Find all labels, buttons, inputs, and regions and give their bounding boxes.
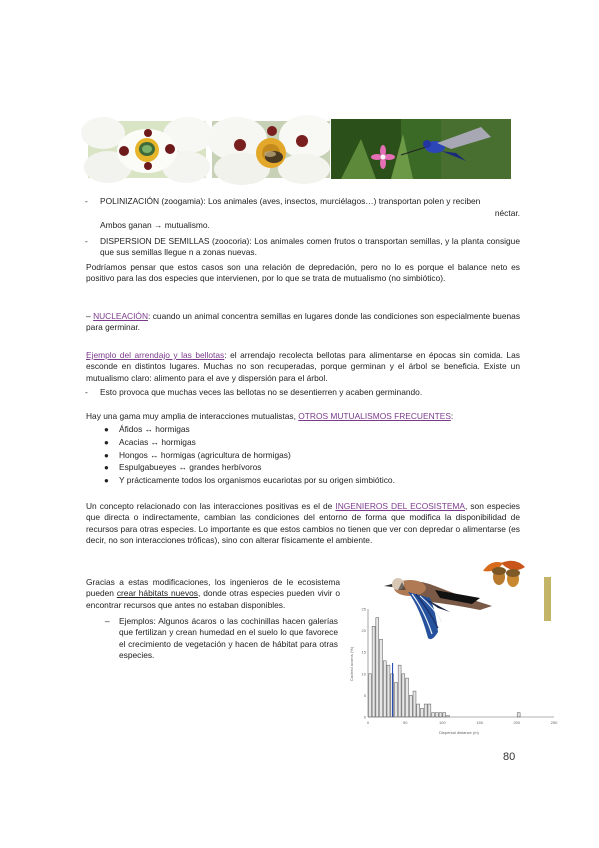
ejemplo-link[interactable]: Ejemplo del arrendajo y las bellotas [86,350,225,360]
x-tick-labels [367,720,558,725]
list-item-text: Acacias ↔ hormigas [119,436,196,447]
y-tick-label: 20 [361,628,366,634]
x-axis-label: Dispersal distance (m) [439,730,479,735]
y-tick-label: 10 [361,671,366,677]
list-item-text: Áfidos ↔ hormigas [119,424,190,434]
ingenieros-text: , son especies que directa o indirectamente, cambian las condiciones del entorno de forma que modifica la disponibilidad de recursos para otras especies. Lo importante es que estos cambios no tienen que ver con depredar o alimentarse (es decir, no son interacciones tróficas), sino con alterar físicamente el ambiente. [86,501,520,545]
gracias-text-2: , donde otras especies pueden vivir o encontrar recursos que antes no estaban disponibles. [86,588,340,610]
colon: : [450,411,454,421]
bullet-dot: ● [104,476,109,486]
mutualismos-link[interactable]: OTROS MUTUALISMOS FRECUENTES [298,411,451,421]
mutualismos-intro: Hay una gama muy amplia de interacciones mutualistas, [86,411,296,421]
y-axis-label: Cached acorns (%) [349,646,354,682]
ejemplo-text: : el arrendajo recolecta bellotas para alimentarse en épocas sin comida. Las esconde en distintos lugares. Muchas no son recuperadas, porque germinan y el árbol se beneficia. Existe un mutualismo claro: alimento para el ave y dispersión para el árbol. [86,350,520,383]
list-item [104,462,519,475]
histogram-bar [413,691,416,717]
polinizacion-conclusion: Ambos ganan → mutualismo. [100,220,210,230]
bellotas-text: Esto provoca que muchas veces las bellotas no se desentierren y acaben germinando. [100,387,423,397]
x-tick-label: 100 [439,720,446,725]
dash-marker: - [85,387,88,397]
bullet-bellotas [85,387,520,398]
bullet-dot: ● [104,437,109,447]
histogram-bar [424,704,427,717]
histogram-bar [406,678,409,717]
histogram-bar [383,661,386,717]
bullet-polinizacion [85,196,520,231]
histogram-bar [398,665,401,717]
photo-beetle-flower [88,121,206,178]
y-tick-label: 15 [361,649,366,655]
photo-bee-flower [212,121,330,178]
y-tick-label: 25 [361,606,366,612]
histogram-bar [409,695,412,717]
nucleacion-link[interactable]: NUCLEACIÓN [93,311,148,321]
histogram-bar [435,713,438,717]
page-number: 80 [503,751,516,763]
paragraph-gracias [86,577,340,611]
bullet-dot: ● [104,463,109,473]
x-tick-label: 150 [476,720,483,725]
list-item-text: Espulgabueyes ↔ grandes herbívoros [119,462,262,473]
bullet-ejemplos [105,616,338,661]
list-item [104,449,519,463]
photo-hummingbird [331,119,511,179]
bullet-dot: ● [104,425,109,434]
gracias-text: Gracias a estas modificaciones, los ingenieros de le ecosistema pueden [86,577,340,599]
chart-bars [368,618,520,717]
crear-habitats-link[interactable]: crear hábitats nuevos [116,588,198,599]
list-item-text: Hongos ↔ hormigas (agricultura de hormigas) [119,449,291,460]
list-item [104,424,519,437]
x-tick-label: 0 [366,720,370,725]
y-tick-labels [362,607,367,720]
dispersion-text: DISPERSION DE SEMILLAS (zoocoria): Los animales comen frutos o transportan semillas, y la planta consigue que sus semillas llegue n a zonas nuevas. [100,236,520,258]
histogram-bar [372,626,375,717]
histogram-bar [376,618,379,717]
histogram-bar [417,704,420,717]
dash-marker: - [85,236,88,246]
x-tick-label: 250 [550,720,558,725]
polinizacion-end: néctar. [494,208,520,218]
list-item [104,475,519,488]
list-item [104,436,519,450]
y-tick-label: 0 [363,714,366,720]
bullet-dispersion [85,236,520,259]
histogram-bar [380,639,383,717]
mutualismos-list [104,424,519,488]
histogram-bar [387,665,390,717]
histogram-bar [368,674,371,717]
histogram-bar [432,713,435,717]
paragraph-ejemplo [86,350,520,384]
ejemplos-text: Ejemplos: Algunos ácaros o las cochinillas hacen galerías que fertilizan y crean humedad en el suelo lo que favorece el crecimiento de vegetación y hacen de hábitat para otras especies. [119,616,338,660]
x-tick-label: 200 [513,720,521,725]
x-tick-label: 50 [402,720,408,725]
histogram-bar [439,713,442,717]
list-item-text: Y prácticamente todos los organismos eucariotas por su origen simbiótico. [119,475,395,486]
paragraph-depredacion: Podríamos pensar que estos casos son una relación de depredación, pero no lo es porque el balance neto es positivo para las dos especies que intervienen, por lo que se trata de mutualismo (no simbiótico). [86,262,520,284]
bullet-dot: ● [104,450,109,460]
dash-lead: – [86,311,91,321]
dispersal-histogram [346,604,556,736]
histogram-bar [402,674,405,717]
histogram-bar [428,704,431,717]
nucleacion-text: : cuando un animal concentra semillas en lugares donde las condiciones son especialmente buenas para germinar. [86,311,521,333]
dash-marker: – [105,616,110,626]
histogram-bar [443,713,446,717]
y-tick-label: 5 [363,692,366,698]
paragraph-ingenieros [86,501,520,546]
polinizacion-text: POLINIZACIÓN (zoogamia): Los animales (aves, insectos, murciélagos…) transportan polen y reciben [100,196,481,206]
paragraph-mutualismos [86,411,520,422]
photo-acorns [479,557,527,589]
histogram-bar [517,713,520,717]
ingenieros-link[interactable]: INGENIEROS DEL ECOSISTEMA [335,501,465,511]
paragraph-nucleacion [86,311,520,334]
histogram-bar [394,682,397,717]
histogram-bar [420,708,423,717]
dash-marker: - [85,196,88,206]
ingenieros-lead: Un concepto relacionado con las interacciones positivas es el de [86,501,333,511]
